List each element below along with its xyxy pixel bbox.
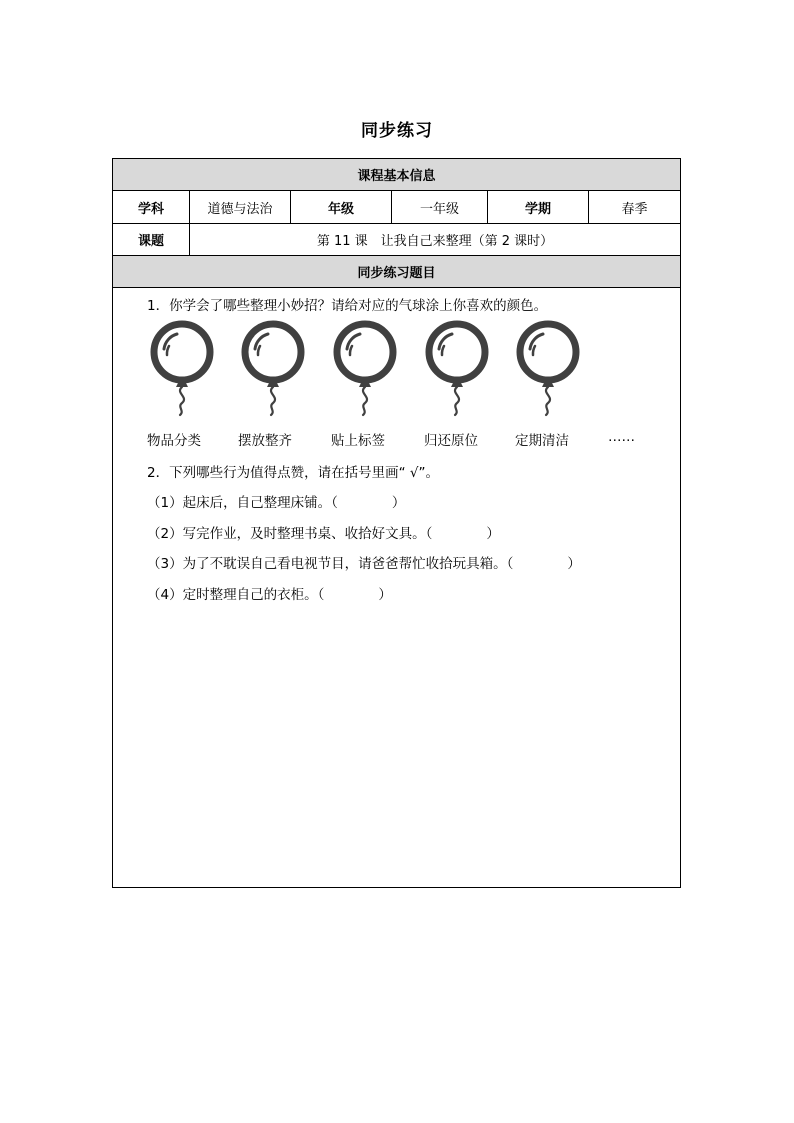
subject-value: 道德与法治 [190, 191, 291, 223]
term-value: 春季 [621, 201, 648, 217]
question-2: 2．下列哪些行为值得点赞，请在括号里画“ √”。 [147, 465, 439, 481]
question-2-item[interactable]: （3）为了不耽误自己看电视节目，请爸爸帮忙收拾玩具箱。（ ） [147, 556, 581, 572]
exercise-header [113, 256, 680, 288]
topic-label: 课题 [113, 224, 190, 255]
question-2-item[interactable]: （1）起床后，自己整理床铺。（ ） [147, 495, 406, 511]
balloon-labels [147, 429, 667, 449]
balloon-icon[interactable] [238, 319, 308, 419]
balloon-label: 物品分类 [147, 433, 201, 449]
question-2-item[interactable]: （2）写完作业，及时整理书桌、收拾好文具。（ ） [147, 526, 500, 542]
table-header [113, 159, 680, 191]
page-title: 同步练习 [361, 121, 433, 141]
balloon-label: 摆放整齐 [238, 433, 292, 449]
grade-value: 一年级 [392, 191, 488, 223]
balloon-icon[interactable] [513, 319, 583, 419]
question-1: 1．你学会了哪些整理小妙招？请给对应的气球涂上你喜欢的颜色。 [147, 298, 548, 314]
exercise-header-label: 同步练习题目 [357, 266, 436, 281]
balloon-label: 贴上标签 [331, 433, 385, 449]
topic-row [113, 224, 680, 256]
balloon-label: 定期清洁 [515, 433, 569, 449]
balloon-icon[interactable] [330, 319, 400, 419]
table-header-label: 课程基本信息 [357, 169, 436, 184]
topic-value: 第 11 课 让我自己来整理（第 2 课时） [316, 234, 554, 249]
term-label: 学期 [488, 191, 589, 223]
balloon-row [147, 319, 647, 419]
balloon-label: 归还原位 [424, 433, 478, 449]
balloon-icon[interactable] [147, 319, 217, 419]
balloon-icon[interactable] [422, 319, 492, 419]
ellipsis-label: …… [608, 429, 635, 445]
info-row [113, 191, 680, 224]
course-table [112, 158, 681, 888]
subject-label: 学科 [113, 191, 190, 223]
question-2-item[interactable]: （4）定时整理自己的衣柜。（ ） [147, 587, 392, 603]
grade-label: 年级 [291, 191, 392, 223]
